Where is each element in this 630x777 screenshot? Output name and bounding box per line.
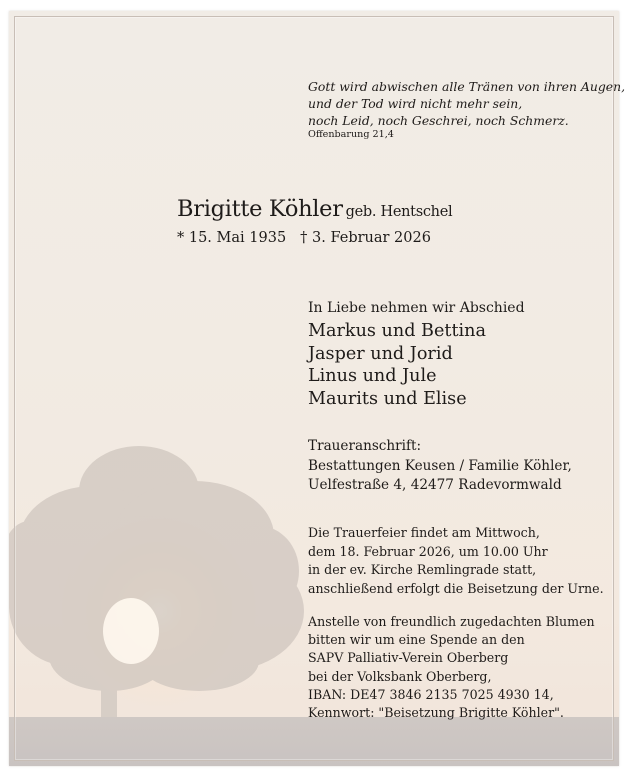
funeral-service-info xyxy=(308,524,604,598)
deceased-name-line xyxy=(177,194,452,227)
donation-keyword: Kennwort: "Beisetzung Brigitte Köhler". xyxy=(308,705,564,721)
mourners-list xyxy=(308,320,486,410)
death-date: † 3. Februar 2026 xyxy=(300,230,431,246)
mourner-name: Jasper und Jorid xyxy=(308,343,453,364)
address-label: Traueranschrift: xyxy=(308,438,422,454)
mourner-name: Markus und Bettina xyxy=(308,321,486,341)
maiden-name: geb. Hentschel xyxy=(345,204,453,220)
mourning-address xyxy=(308,437,572,496)
service-line: Die Trauerfeier findet am Mittwoch, xyxy=(308,525,540,540)
life-dates xyxy=(177,227,452,249)
bible-verse xyxy=(308,78,625,141)
service-line: anschließend erfolgt die Beisetzung der Urne. xyxy=(308,580,604,596)
donation-line: bei der Volksbank Oberberg, xyxy=(308,668,492,684)
verse-reference: Offenbarung 21,4 xyxy=(308,129,394,140)
address-line: Bestattungen Keusen / Familie Köhler, xyxy=(308,457,572,474)
ground-band xyxy=(9,717,619,766)
deceased-name: Brigitte Köhler xyxy=(177,196,343,222)
birth-date: * 15. Mai 1935 xyxy=(177,230,287,246)
service-line: dem 18. Februar 2026, um 10.00 Uhr xyxy=(308,543,548,559)
mourner-name: Linus und Jule xyxy=(308,366,437,386)
donation-info xyxy=(308,613,595,722)
verse-line: und der Tod wird nicht mehr sein, xyxy=(308,96,523,111)
verse-line: Gott wird abwischen alle Tränen von ihren Augen, xyxy=(308,79,626,94)
donation-line: bitten wir um eine Spende an den xyxy=(308,632,525,648)
donation-line: Anstelle von freundlich zugedachten Blumen xyxy=(308,614,595,629)
mourner-name: Maurits und Elise xyxy=(308,388,467,409)
tree-silhouette-icon xyxy=(9,421,329,731)
verse-line: noch Leid, noch Geschrei, noch Schmerz. xyxy=(308,113,569,128)
donation-iban: IBAN: DE47 3846 2135 7025 4930 14, xyxy=(308,686,554,702)
address-line: Uelfestraße 4, 42477 Radevormwald xyxy=(308,477,562,493)
farewell-heading: In Liebe nehmen wir Abschied xyxy=(308,300,525,316)
deceased-block xyxy=(177,194,452,249)
service-line: in der ev. Kirche Remlingrade statt, xyxy=(308,562,537,577)
donation-line: SAPV Palliativ-Verein Oberberg xyxy=(308,650,509,666)
